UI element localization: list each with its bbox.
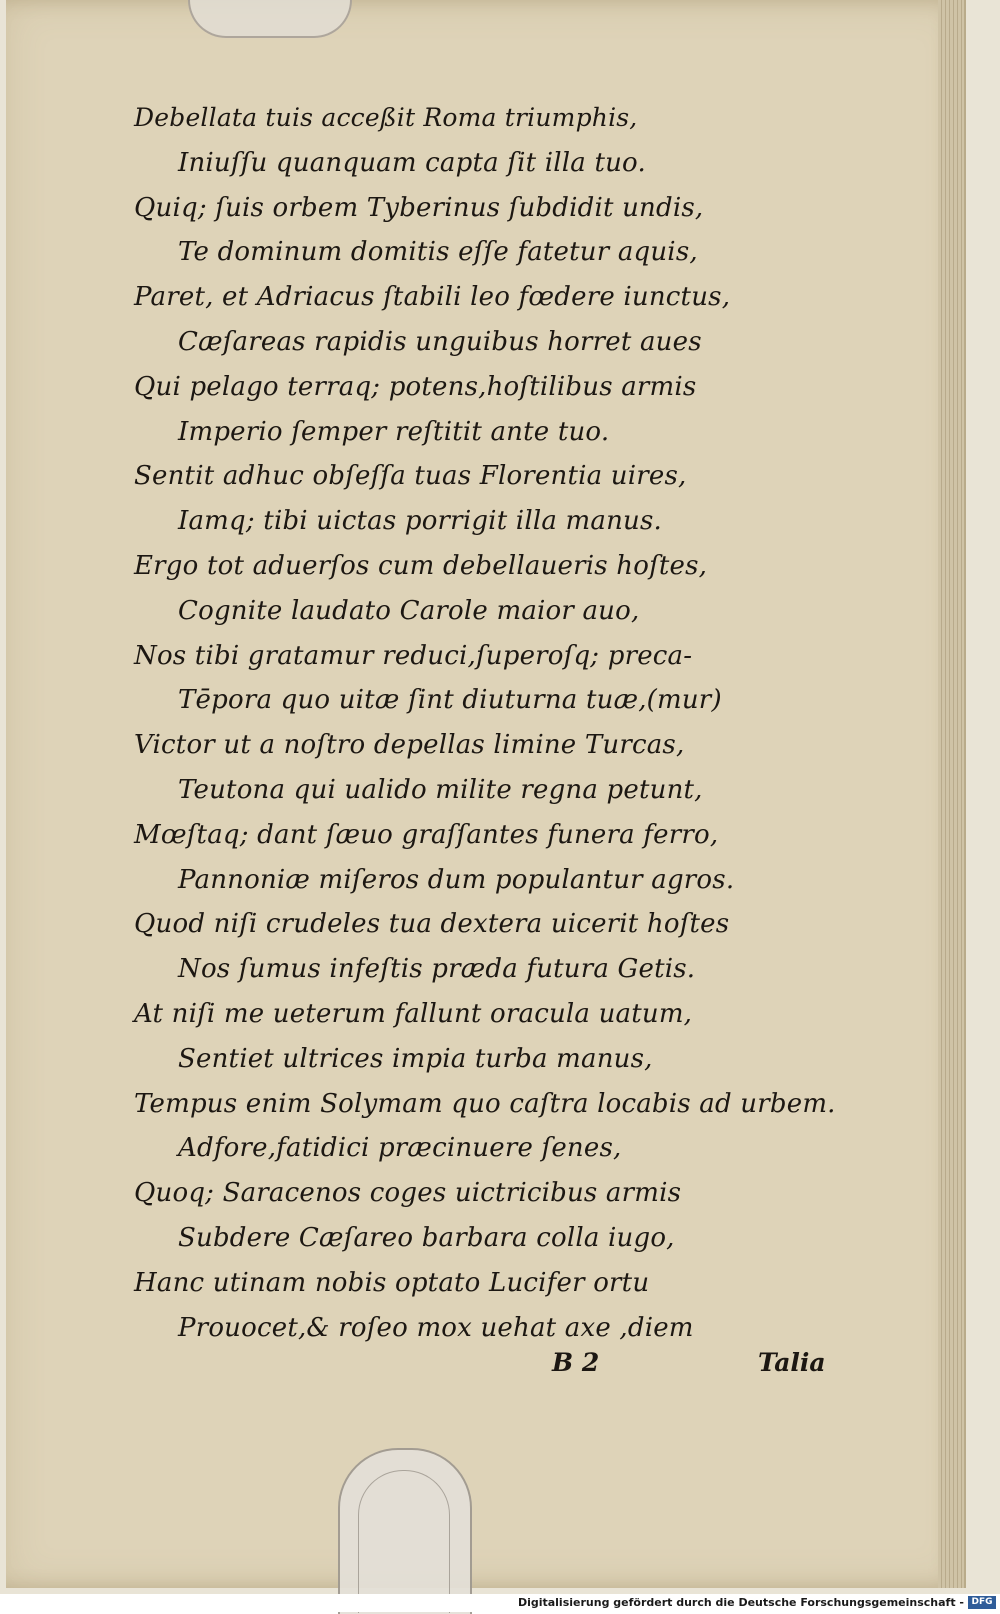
verse-line: Tēpora quo uitæ ſint diuturna tuæ,(mur) [178,685,722,716]
digitization-credit: Digitalisierung gefördert durch die Deutsche Forschungsgemeinschaft - [517,1596,964,1609]
signature-mark: B 2 [552,1348,600,1377]
dfg-logo: DFG [968,1596,996,1609]
verse-line: Tempus enim Solymam quo caſtra locabis ad urbem. [134,1088,836,1119]
verse-line: Mœſtaq; dant ſæuo graſſantes funera ferro, [134,819,719,850]
verse-line: Imperio ſemper reſtitit ante tuo. [178,416,610,447]
verse-line: Cognite laudato Carole maior auo, [178,595,640,626]
verse-line: Ergo tot aduerſos cum debellaueris hoſtes, [134,550,708,581]
verse-line: Subdere Cæſareo barbara colla iugo, [178,1222,675,1253]
verse-line: Te dominum domitis eſſe fatetur aquis, [178,237,698,268]
verse-line: Victor ut a noſtro depellas limine Turcas, [134,730,685,761]
page-clip-bottom-inner [358,1470,450,1613]
verse-line: Sentit adhuc obſeſſa tuas Florentia uires, [134,461,687,492]
verse-line: Nos tibi gratamur reduci,ſuperoſq; preca- [134,640,693,671]
verse-line: Quoq; Saracenos coges uictricibus armis [134,1178,682,1209]
verse-line: Qui pelago terraq; potens,hoſtilibus armis [134,371,697,402]
verse-line: At niſi me ueterum fallunt oracula uatum, [134,998,693,1029]
verse-line: Paret, et Adriacus ſtabili leo fœdere iunctus, [134,282,731,313]
catchword: Talia [758,1348,826,1377]
verse-line: Sentiet ultrices impia turba manus, [178,1043,653,1074]
verse-line: Adfore,fatidici præcinuere ſenes, [178,1133,622,1164]
verse-line: Hanc utinam nobis optato Lucifer ortu [134,1267,650,1298]
verse-line: Iniuſſu quanquam capta ſit illa tuo. [178,147,646,178]
verse-line: Quod niſi crudeles tua dextera uicerit hoſtes [134,909,730,940]
verse-line: Debellata tuis acceßit Roma triumphis, [134,103,638,132]
verse-line: Teutona qui ualido milite regna petunt, [178,774,703,805]
verse-line: Cæſareas rapidis unguibus horret aues [178,326,702,357]
verse-line: Iamq; tibi uictas porrigit illa manus. [178,506,662,537]
verse-line: Quiq; ſuis orbem Tyberinus ſubdidit undis, [134,192,704,223]
poem-text [134,96,834,1350]
verse-line: Prouocet,& roſeo mox uehat axe ,diem [178,1312,694,1343]
page-clip-top [188,0,352,38]
verse-line: Nos ſumus infeſtis præda futura Getis. [178,954,696,985]
verse-line: Pannoniæ miſeros dum populantur agros. [178,864,735,895]
page-edge [938,0,964,1588]
